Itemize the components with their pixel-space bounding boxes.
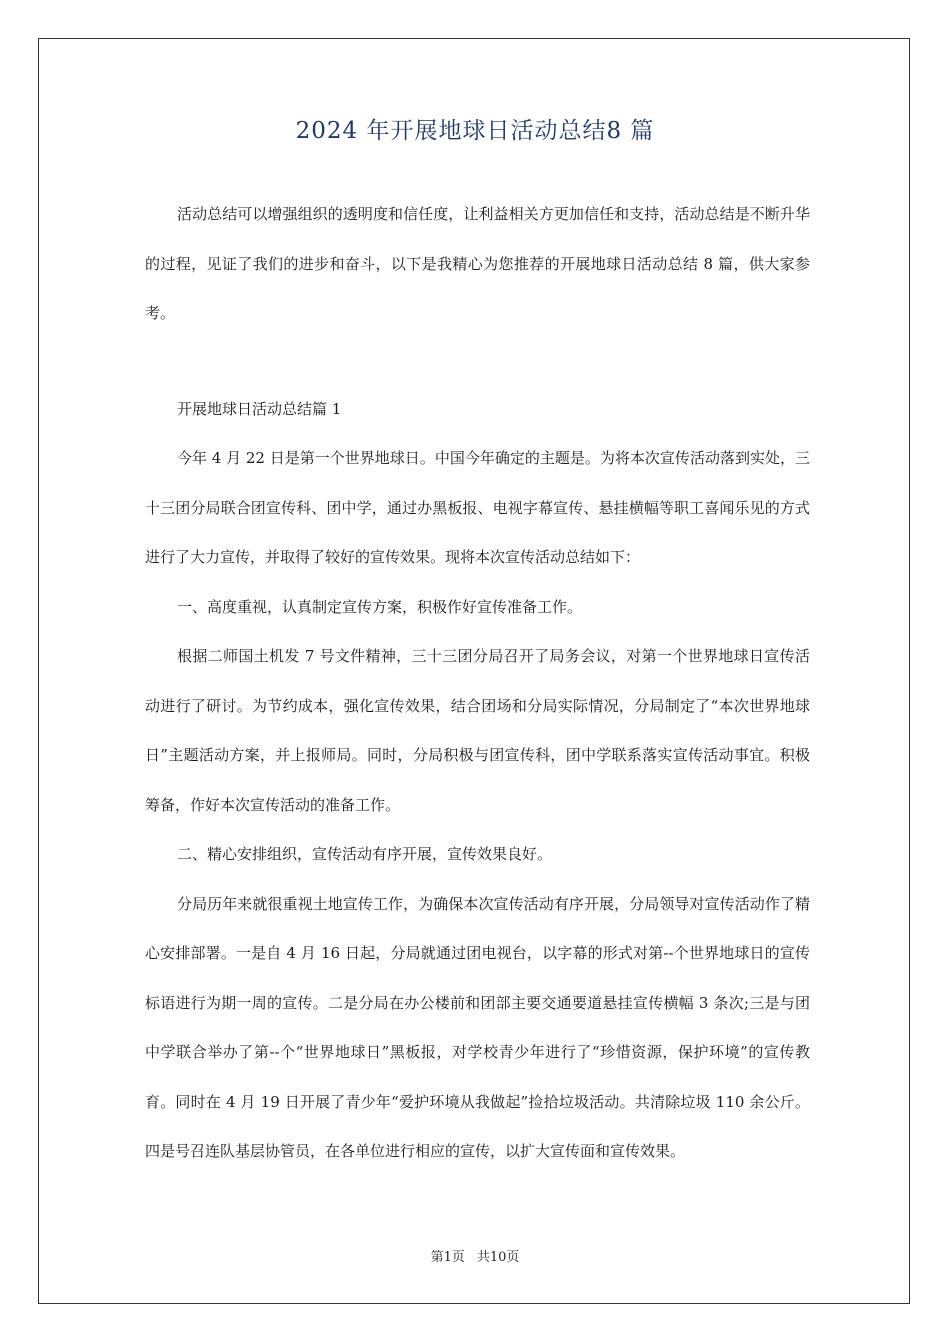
section-spacer bbox=[145, 339, 810, 385]
body-paragraph: 分局历年来就很重视土地宣传工作，为确保本次宣传活动有序开展，分局领导对宣传活动作了精心安排部署。一是自 4 月 16 日起，分局就通过团电视台，以字幕的形式对第--个世界地球日的宣传标语进行为期一周的宣传。二是分局在办公楼前和团部主要交通要道悬挂宣传横幅 3 条次;三是与团中学联合举办了第--个“世界地球日”黑板报，对学校青少年进行了“珍惜资源，保护环境”的宣传教育。同时在 4 月 19 日开展了青少年“爱护环境从我做起”捡拾垃圾活动。共清除垃圾 110 余公斤。四是号召连队基层协管员，在各单位进行相应的宣传，以扩大宣传面和宣传效果。 bbox=[145, 894, 810, 1160]
body-paragraph: 今年 4 月 22 日是第一个世界地球日。中国今年确定的主题是。为将本次宣传活动落到实处，三十三团分局联合团宣传科、团中学，通过办黑板报、电视字幕宣传、悬挂横幅等职工喜闻乐见的方式进行了大力宣传，并取得了较好的宣传效果。现将本次宣传活动总结如下： bbox=[145, 449, 810, 566]
document-body bbox=[145, 190, 810, 1177]
subheading-2: 二、精心安排组织，宣传活动有序开展，宣传效果良好。 bbox=[177, 845, 553, 863]
page-number: 第1页 bbox=[430, 1250, 465, 1265]
document-title: 2024 年开展地球日活动总结8 篇 bbox=[295, 118, 655, 144]
section-heading: 开展地球日活动总结篇 1 bbox=[177, 399, 342, 418]
intro-paragraph: 活动总结可以增强组织的透明度和信任度，让利益相关方更加信任和支持，活动总结是不断升华的过程，见证了我们的进步和奋斗，以下是我精心为您推荐的开展地球日活动总结 8 篇，供大家参考。 bbox=[145, 205, 810, 322]
page-footer bbox=[0, 1246, 950, 1265]
body-paragraph: 根据二师国土机发 7 号文件精神，三十三团分局召开了局务会议，对第一个世界地球日宣传活动进行了研讨。为节约成本，强化宣传效果，结合团场和分局实际情况，分局制定了“本次世界地球日”主题活动方案，并上报师局。同时，分局积极与团宣传科，团中学联系落实宣传活动事宜。积极筹备，作好本次宣传活动的准备工作。 bbox=[145, 647, 810, 814]
page-total: 共10页 bbox=[476, 1250, 520, 1265]
subheading-1: 一、高度重视，认真制定宣传方案，积极作好宣传准备工作。 bbox=[177, 597, 583, 616]
